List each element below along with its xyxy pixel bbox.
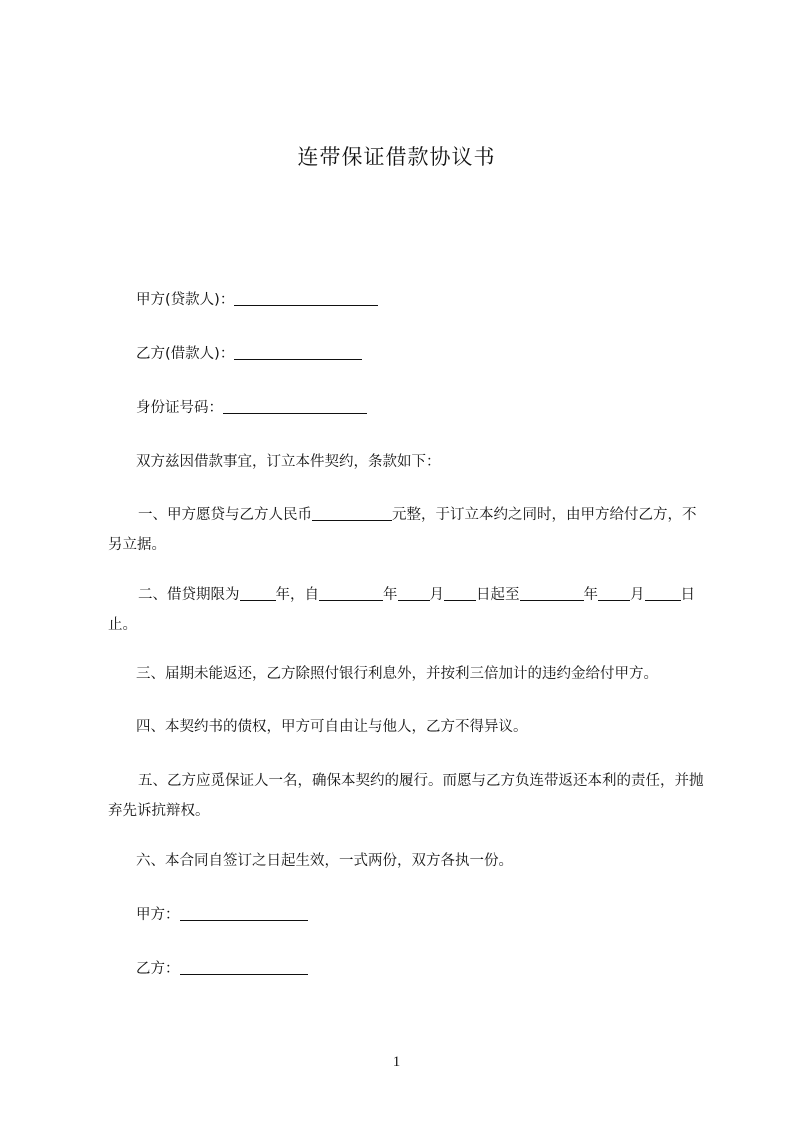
id-number-blank	[223, 399, 367, 414]
clause-2-start-year-blank	[319, 586, 383, 601]
clause-2-month-label-2: 月	[630, 587, 645, 603]
clause-2-month-label: 月	[429, 587, 444, 603]
clause-1-text-a: 一、甲方愿贷与乙方人民币	[138, 507, 312, 523]
party-a-blank	[234, 291, 378, 306]
party-b-blank	[234, 345, 362, 360]
clause-2-year-label-2: 年	[583, 587, 598, 603]
sign-party-a-line	[136, 900, 308, 930]
page-number: 1	[392, 1054, 401, 1070]
clause-2-term-blank	[240, 586, 276, 601]
sign-party-a-label: 甲方：	[136, 907, 180, 923]
clause-2-start-day-blank	[444, 586, 476, 601]
party-b-line	[136, 339, 362, 369]
clause-2-day-to: 日起至	[476, 587, 520, 603]
party-b-label: 乙方(借款人)：	[136, 346, 235, 362]
clause-2-text-a: 二、借贷期限为	[138, 587, 240, 603]
clause-1-text-b: 元整，于订立本约之同时，由甲方给付乙方，不另立据。	[108, 507, 697, 553]
clause-4: 四、本契约书的债权，甲方可自由让与他人，乙方不得异议。	[136, 719, 528, 735]
clause-1	[108, 500, 708, 560]
clause-2-year-label: 年	[383, 587, 398, 603]
clause-2-start-month-blank	[398, 586, 430, 601]
clause-2-end-year-blank	[520, 586, 584, 601]
intro-text: 双方兹因借款事宜，订立本件契约，条款如下：	[136, 454, 441, 470]
clause-2	[108, 580, 708, 640]
sign-party-b-blank	[180, 960, 308, 975]
clause-2-end-month-blank	[598, 586, 630, 601]
sign-party-a-blank	[180, 906, 308, 921]
clause-2-end-day-blank	[645, 586, 681, 601]
clause-2-end: 日止。	[108, 587, 695, 633]
clause-5: 五、乙方应觅保证人一名，确保本契约的履行。而愿与乙方负连带返还本利的责任，并抛弃先诉抗辩权。	[108, 773, 704, 819]
id-number-label: 身份证号码：	[136, 400, 223, 416]
clause-1-amount-blank	[312, 506, 392, 521]
sign-party-b-label: 乙方：	[136, 961, 180, 977]
clause-2-year-from: 年，自	[275, 587, 319, 603]
party-a-line	[136, 285, 378, 315]
clause-6: 六、本合同自签订之日起生效，一式两份，双方各执一份。	[136, 853, 513, 869]
clause-3: 三、届期未能返还，乙方除照付银行利息外，并按利三倍加计的违约金给付甲方。	[136, 666, 658, 682]
party-a-label: 甲方(贷款人)：	[136, 292, 235, 308]
document-title: 连带保证借款协议书	[297, 145, 496, 169]
id-number-line	[136, 393, 367, 423]
sign-party-b-line	[136, 954, 308, 984]
